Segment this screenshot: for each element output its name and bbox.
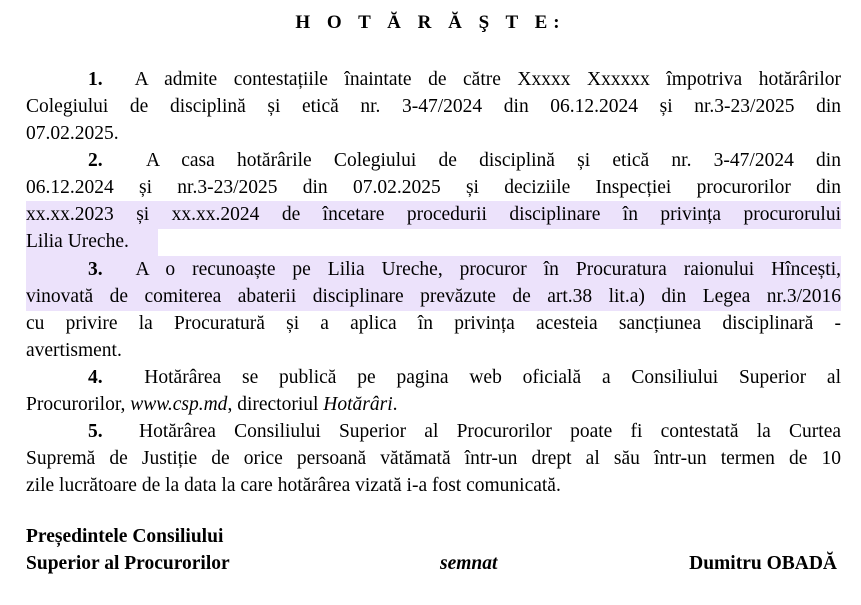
item-5-line-2: Supremă de Justiție de orice persoană vătămată într-un drept al său într-un termen de 10 [26,448,841,469]
item-3-line-2-highlighted: vinovată de comiterea abaterii disciplinare prevăzute de art.38 lit.a) din Legea nr.3/2016 [26,283,841,311]
website-link[interactable]: www.csp.md [130,394,228,415]
item-4-line-2: Procurorilor, www.csp.md, directoriul Hotărâri. [26,394,398,415]
section-name: Hotărâri [323,394,393,415]
item-5-line-3: zile lucrătoare de la data la care hotărârea vizată i-a fost comunicată. [26,475,561,496]
item-1-number: 1. [88,69,103,90]
item-3-line-1-highlighted: 3. A o recunoaște pe Lilia Ureche, procuror în Procuratura raionului Hîncești, [26,256,841,284]
item-2-line-4-highlighted: Lilia Ureche. [26,228,158,256]
item-5-line-1: 5. Hotărârea Consiliului Superior al Procurorilor poate fi contestată la Curtea [88,421,841,442]
item-2-number: 2. [88,150,103,171]
decision-heading: H O T Ă R Ă Ş T E: [295,12,566,33]
signed-mark: semnat [440,553,498,574]
signatory-title-line-2: Superior al Procurorilor [26,553,230,574]
item-4-line-1: 4. Hotărârea se publică pe pagina web oficială a Consiliului Superior al [88,367,841,388]
item-1-line-1: 1. A admite contestațiile înaintate de către Xxxxx Xxxxxx împotriva hotărârilor [88,69,841,90]
signatory-title-line-1: Președintele Consiliului [26,526,224,547]
item-1-line-3: 07.02.2025. [26,123,119,144]
item-4-number: 4. [88,367,103,388]
item-3-line-4: avertisment. [26,340,122,361]
item-2-line-1: 2. A casa hotărârile Colegiului de disciplină și etică nr. 3-47/2024 din [88,150,841,171]
item-1-line-2: Colegiului de disciplină și etică nr. 3-47/2024 din 06.12.2024 și nr.3-23/2025 din [26,96,841,117]
item-3-line-3: cu privire la Procuratură și a aplica în privința acesteia sancțiunea disciplinară - [26,313,841,334]
item-3-number: 3. [88,259,103,280]
signatory-name: Dumitru OBADĂ [689,553,837,574]
item-5-number: 5. [88,421,103,442]
item-2-line-3-highlighted: xx.xx.2023 și xx.xx.2024 de încetare procedurii disciplinare în privința procurorului [26,201,841,229]
item-2-line-2: 06.12.2024 și nr.3-23/2025 din 07.02.2025 și deciziile Inspecției procurorilor din [26,177,841,198]
